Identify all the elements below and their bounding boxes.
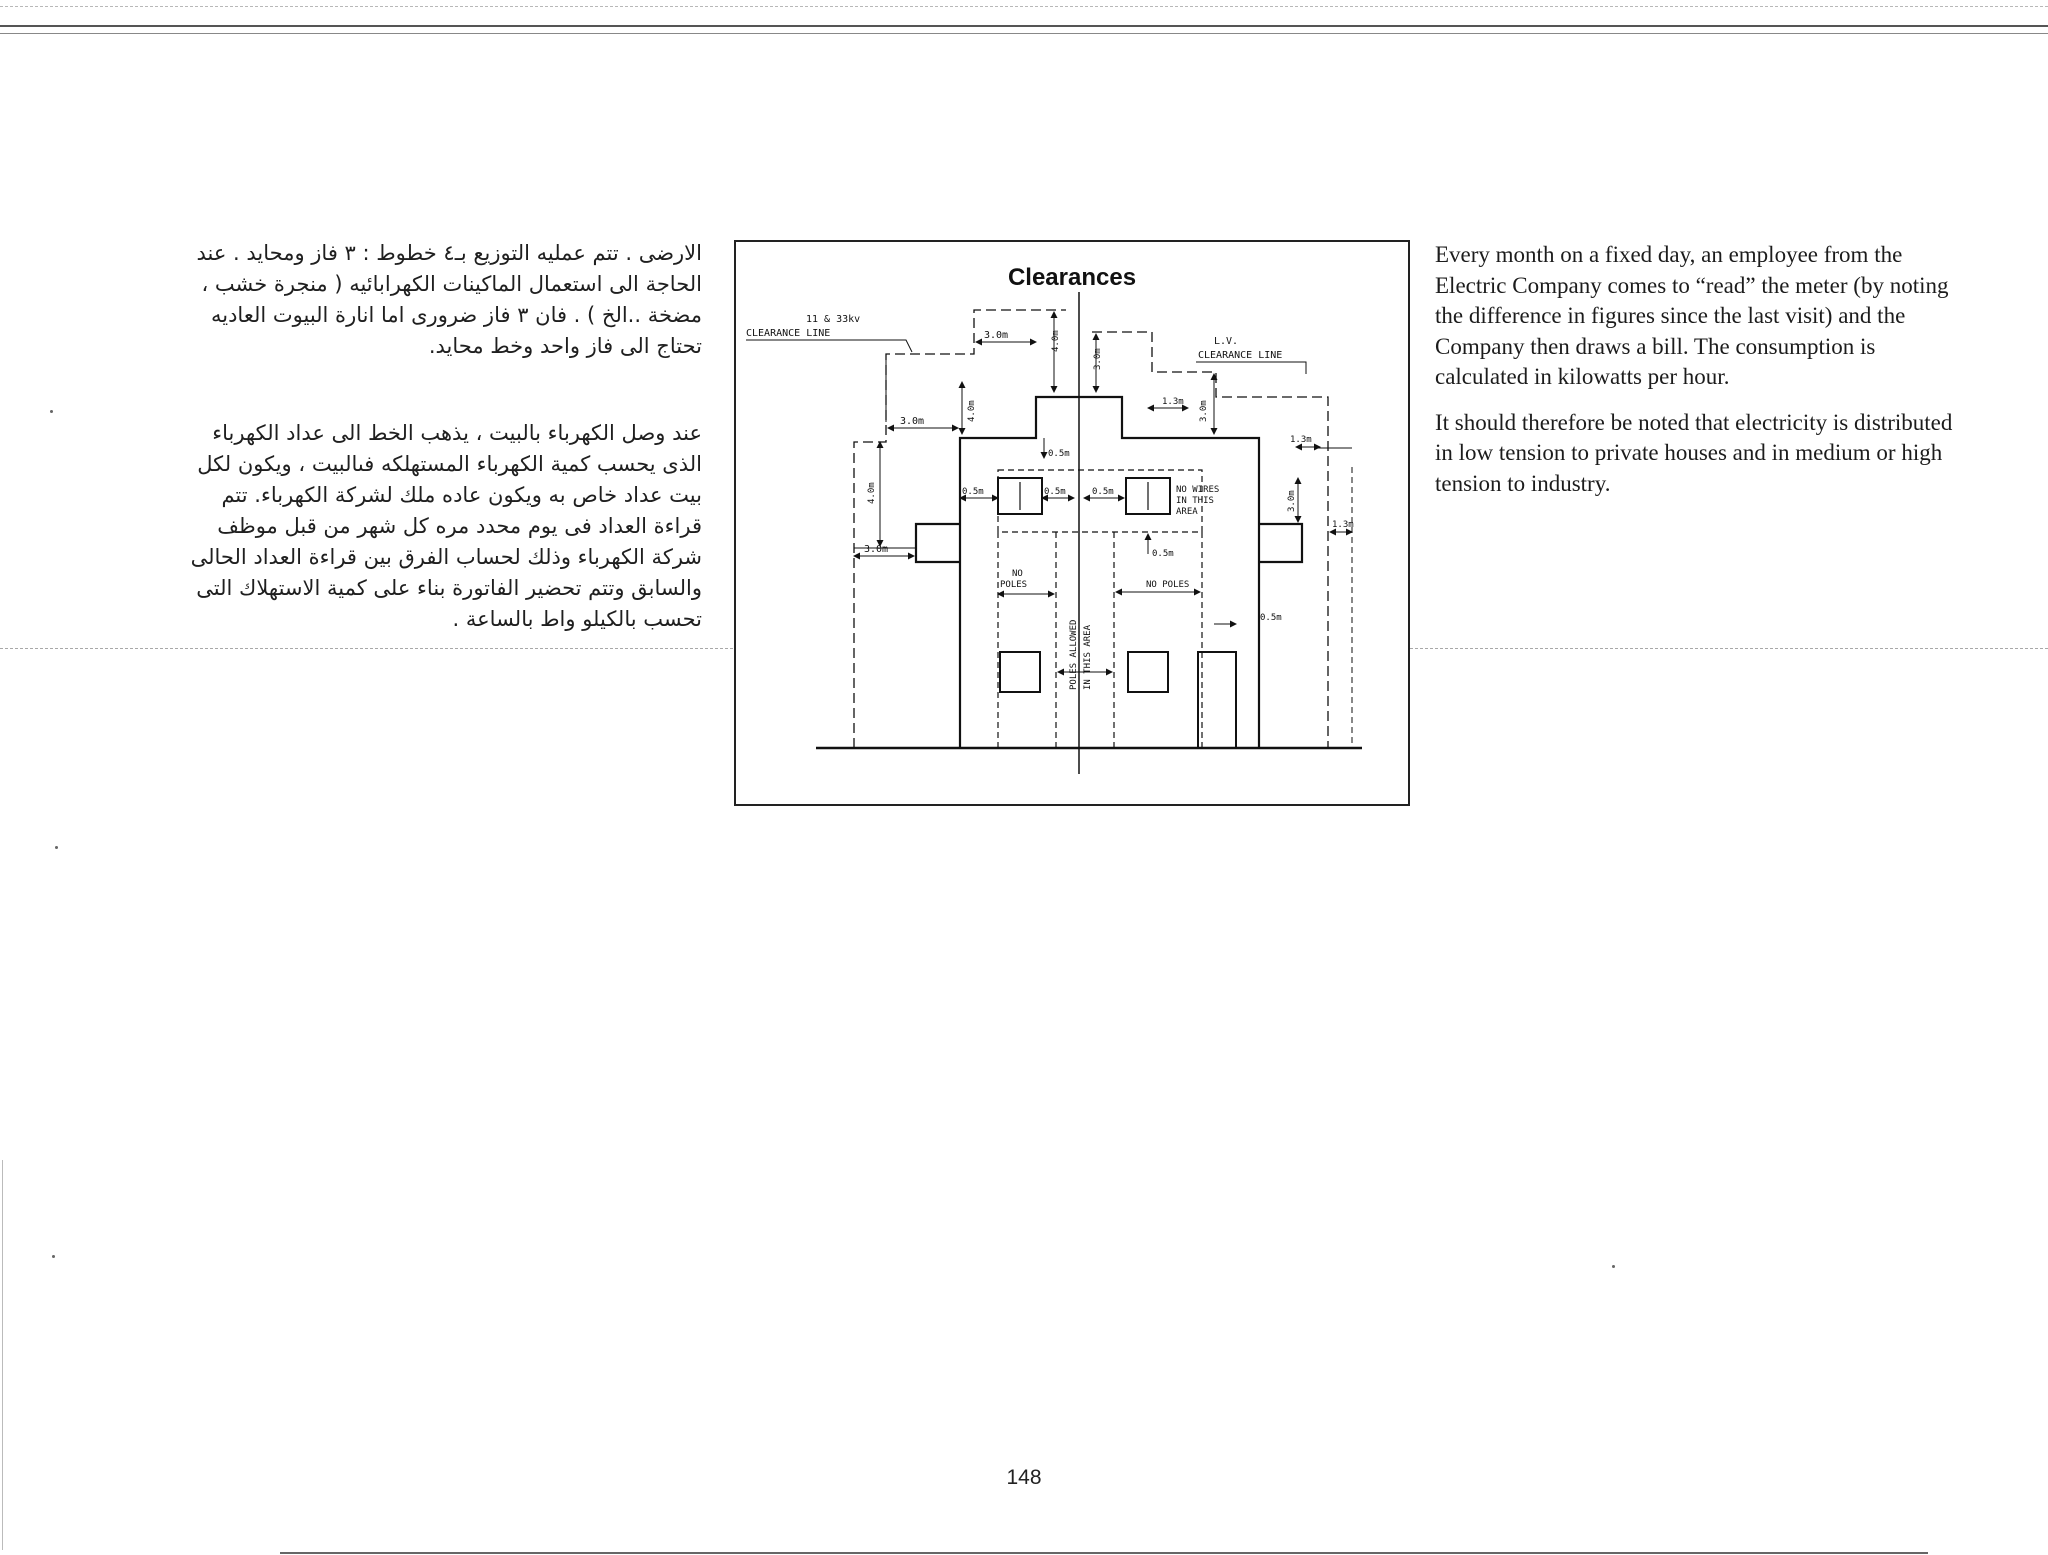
no-poles-label: NO xyxy=(1012,569,1023,579)
poles-allowed-label: POLES ALLOWED xyxy=(1069,619,1079,690)
lv-voltage-label: L.V. xyxy=(1214,336,1239,347)
dimension-label: 4.0m xyxy=(867,482,877,504)
dimension-label: POLES xyxy=(1000,580,1028,590)
scan-line xyxy=(280,1552,1928,1554)
dimension-label: AREA xyxy=(1176,507,1198,517)
lv-line-label: CLEARANCE LINE xyxy=(1198,350,1283,361)
dimension-label: 3.0m xyxy=(1093,348,1103,370)
building-left-wing xyxy=(916,524,960,562)
scan-line xyxy=(0,25,2048,27)
page-number: 148 xyxy=(1006,1466,1042,1489)
figure-title: Clearances xyxy=(1007,264,1137,291)
clearances-diagram xyxy=(736,242,1408,804)
dimension-label: 0.5m xyxy=(1044,487,1066,497)
door xyxy=(1198,652,1236,748)
scan-speck xyxy=(55,846,58,849)
hv-line-label: CLEARANCE LINE xyxy=(746,328,831,339)
no-poles-label: NO POLES xyxy=(1146,580,1190,590)
building-outline xyxy=(960,397,1259,748)
scan-speck xyxy=(50,410,53,413)
dimension-label: 0.5m xyxy=(1048,449,1070,459)
dimension-label: 1.3m xyxy=(1162,397,1184,407)
window xyxy=(1000,652,1040,692)
dimension-label: IN THIS xyxy=(1176,496,1214,506)
dimension-label: 0.5m xyxy=(1152,549,1174,559)
dimension-label: IN THIS AREA xyxy=(1083,624,1093,690)
dimension-label: 3.0m xyxy=(864,544,889,555)
english-text-column xyxy=(1435,240,1955,514)
dimension-label: 0.5m xyxy=(1092,487,1114,497)
scan-edge xyxy=(2,1160,3,1550)
no-wires-zone xyxy=(998,470,1202,532)
scan-speck xyxy=(1612,1265,1615,1268)
arabic-text-column xyxy=(190,238,702,691)
hv-voltage-label: 11 & 33kv xyxy=(806,314,861,325)
building-right-wing xyxy=(1259,524,1302,562)
dimension-label: 1.3m xyxy=(1290,435,1312,445)
clearances-figure xyxy=(734,240,1410,806)
window xyxy=(1128,652,1168,692)
english-paragraph-2: It should therefore be noted that electricity is distributed in low tension to private houses and in medium or high tension to industry. xyxy=(1435,409,1953,496)
dimension-label: 3.0m xyxy=(1199,400,1209,422)
dimension-label: 4.0m xyxy=(967,400,977,422)
scan-line xyxy=(0,33,2048,34)
dimension-label: 0.5m xyxy=(1260,613,1282,623)
english-paragraph-1: Every month on a fixed day, an employee from the Electric Company comes to “read” the meter (by noting the difference in figures since the last visit) and the Company then draws a bill. The consumption is calculated in kilowatts per hour. xyxy=(1435,242,1949,389)
scan-line xyxy=(0,6,2048,7)
no-wires-label: NO WIRES xyxy=(1176,485,1220,495)
arabic-paragraph-1: الارضى . تتم عمليه التوزيع بـ٤ خطوط : ٣ فاز ومحايد . عند الحاجة الى استعمال الماكينات الكهرابائيه ( منجرة خشب ، مضخة ..الخ ) . فان ٣ فاز ضرورى اما انارة البيوت العاديه تحتاج الى فاز واحد وخط محايد. xyxy=(196,241,702,358)
dimension-label: 1.3m xyxy=(1332,520,1354,530)
dimension-label: 3.0m xyxy=(1287,490,1297,512)
scan-speck xyxy=(52,1255,55,1258)
dimension-label: 3.0m xyxy=(900,416,925,427)
dimension-label: 4.0m xyxy=(1051,330,1061,352)
dimension-label: 3.0m xyxy=(984,330,1009,341)
dimension-label: 0.5m xyxy=(962,487,984,497)
arabic-paragraph-2: عند وصل الكهرباء بالبيت ، يذهب الخط الى عداد الكهرباء الذى يحسب كمية الكهرباء المستهلكه فىالبيت ، ويكون لكل بيت عداد خاص به ويكون عاده ملك لشركة الكهرباء. تتم قراءة العداد فى يوم محدد مره كل شهر من قبل موظف شركة الكهرباء وذلك لحساب الفرق بين قراءة العداد الحالى والسابق وتتم تحضير الفاتورة بناء على كمية الاستهلاك التى تحسب بالكيلو واط بالساعة . xyxy=(190,421,702,631)
